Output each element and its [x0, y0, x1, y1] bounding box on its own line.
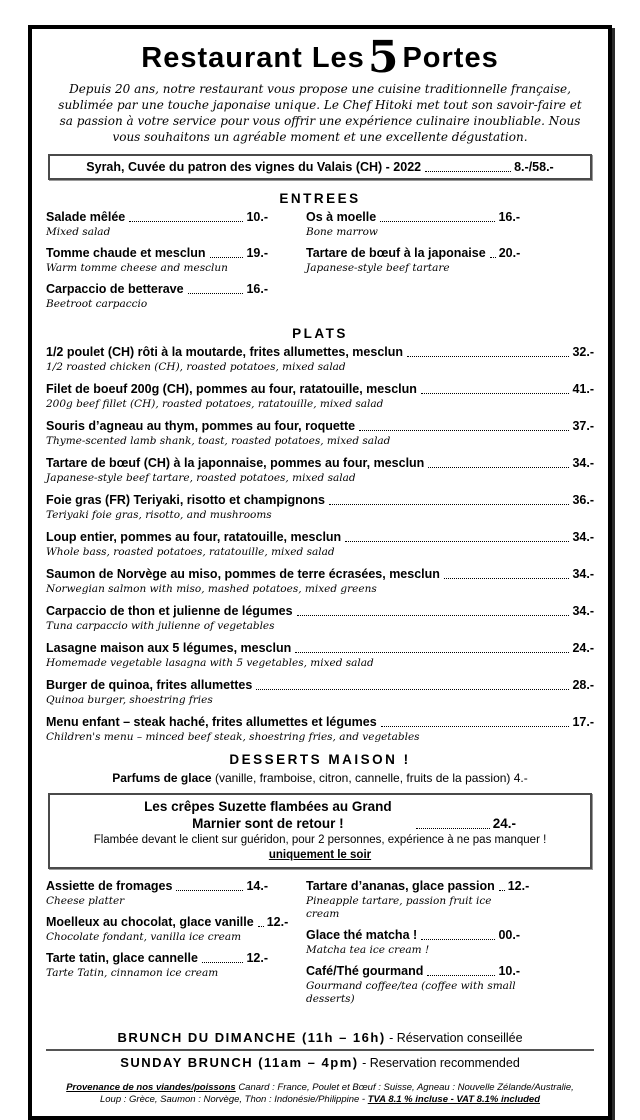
brunch-title-fr: BRUNCH DU DIMANCHE (11h – 16h) — [117, 1030, 386, 1045]
title-pre: Restaurant Les — [141, 42, 365, 74]
menu-item-name: Glace thé matcha ! — [306, 928, 418, 942]
menu-item — [306, 964, 520, 1006]
menu-item — [46, 604, 594, 633]
brunch-note-fr: - Réservation conseillée — [389, 1031, 523, 1045]
menu-item-description: Gourmand coffee/tea (coffee with small desserts) — [306, 980, 516, 1005]
section-heading-desserts: DESSERTS MAISON ! — [229, 752, 411, 767]
menu-item-name: Tartare de bœuf à la japonaise — [306, 246, 486, 260]
leader-dots — [416, 828, 490, 829]
menu-item-description: Norwegian salmon with miso, mashed potatoes, mixed greens — [46, 583, 377, 595]
menu-item — [46, 567, 594, 596]
menu-item-description: 1/2 roasted chicken (CH), roasted potatoes, mixed salad — [46, 361, 346, 373]
menu-item-price: 36.- — [572, 493, 594, 507]
menu-item-price: 32.- — [572, 345, 594, 359]
menu-item-name: Filet de boeuf 200g (CH), pommes au four, ratatouille, mesclun — [46, 382, 417, 396]
menu-item — [306, 210, 520, 239]
entrees-right-column — [306, 210, 520, 318]
footer-line-1 — [66, 1082, 574, 1094]
ice-cream-flavours-line — [46, 771, 594, 786]
menu-item-name: Assiette de fromages — [46, 879, 173, 893]
menu-item-description: Teriyaki foie gras, risotto, and mushrooms — [46, 509, 272, 521]
wine-banner-text: Syrah, Cuvée du patron des vignes du Valais (CH) - 2022 — [86, 160, 422, 174]
menu-item-name: Souris d’agneau au thym, pommes au four, roquette — [46, 419, 356, 433]
menu-item-description: Beetroot carpaccio — [46, 298, 148, 310]
menu-item-price: 24.- — [572, 641, 594, 655]
leader-dots — [295, 652, 569, 653]
leader-dots — [490, 257, 496, 258]
menu-item-description: Pineapple tartare, passion fruit ice cream — [306, 895, 492, 920]
section-heading-plats: PLATS — [292, 326, 348, 341]
menu-item-description: Cheese platter — [46, 895, 125, 907]
brunch-note-en: - Reservation recommended — [362, 1056, 520, 1070]
menu-item-description: Japanese-style beef tartare, roasted potatoes, mixed salad — [46, 472, 356, 484]
leader-dots — [407, 356, 569, 357]
menu-item — [46, 715, 594, 744]
menu-item-name: Café/Thé gourmand — [306, 964, 424, 978]
menu-item-description: Thyme-scented lamb shank, toast, roasted potatoes, mixed salad — [46, 435, 391, 447]
menu-item-price: 19.- — [246, 246, 268, 260]
menu-item-name: Menu enfant – steak haché, frites allumettes et légumes — [46, 715, 377, 729]
menu-item-name: Foie gras (FR) Teriyaki, risotto et champignons — [46, 493, 325, 507]
menu-item-description: Quinoa burger, shoestring fries — [46, 694, 213, 706]
menu-item-price: 16.- — [246, 282, 268, 296]
leader-dots — [444, 578, 570, 579]
leader-dots — [129, 221, 243, 222]
menu-item-price: 34.- — [572, 530, 594, 544]
menu-item-price: 12.- — [507, 879, 530, 893]
divider-line — [46, 1049, 594, 1051]
menu-item-name: 1/2 poulet (CH) rôti à la moutarde, frites allumettes, mesclun — [46, 345, 404, 359]
menu-item — [46, 678, 594, 707]
menu-item-price: 14.- — [246, 879, 268, 893]
leader-dots — [421, 939, 495, 940]
leader-dots — [210, 257, 244, 258]
menu-item — [46, 345, 594, 374]
leader-dots — [428, 467, 569, 468]
intro-paragraph: Depuis 20 ans, notre restaurant vous propose une cuisine traditionnelle française, sublimée par une touche japonaise unique. Le Chef Hitoki met tout son savoir-faire et sa passion à votre service pour vous offrir une expérience culinaire inoubliable. Nous vous souhaitons un agréable moment et une excellente dégustation. — [58, 82, 582, 144]
wine-banner-price: 8.-/58.- — [514, 160, 554, 174]
entrees-columns — [46, 210, 594, 318]
special-offer-note: Flambée devant le client sur guéridon, pour 2 personnes, expérience à ne pas manquer ! — [93, 834, 547, 846]
menu-item-description: Tarte Tatin, cinnamon ice cream — [46, 967, 219, 979]
brunch-title-en: SUNDAY BRUNCH (11am – 4pm) — [120, 1055, 359, 1070]
parfums-list: (vanille, framboise, citron, cannelle, fruits de la passion) 4.- — [214, 771, 528, 785]
brunch-line-en — [46, 1054, 594, 1072]
menu-item-name: Loup entier, pommes au four, ratatouille, mesclun — [46, 530, 342, 544]
provenance-text-1: Canard : France, Poulet et Bœuf : Suisse, Agneau : Nouvelle Zélande/Australie, — [238, 1082, 574, 1093]
menu-item-name: Tartare de bœuf (CH) à la japonnaise, pommes au four, mesclun — [46, 456, 425, 470]
leader-dots — [176, 890, 243, 891]
menu-item — [46, 879, 268, 908]
menu-item — [46, 382, 594, 411]
menu-item-price: 17.- — [572, 715, 594, 729]
leader-dots — [329, 504, 569, 505]
brunch-line-fr — [46, 1029, 594, 1047]
menu-item-description: Mixed salad — [46, 226, 111, 238]
menu-item — [46, 530, 594, 559]
menu-item-name: Carpaccio de thon et julienne de légumes — [46, 604, 293, 618]
menu-item — [46, 641, 594, 670]
menu-item-name: Tomme chaude et mesclun — [46, 246, 206, 260]
menu-item-price: 34.- — [572, 456, 594, 470]
menu-item-price: 37.- — [572, 419, 594, 433]
menu-item-price: 16.- — [498, 210, 520, 224]
menu-item — [46, 282, 268, 311]
leader-dots — [202, 962, 244, 963]
provenance-footer — [66, 1082, 574, 1106]
menu-item — [46, 456, 594, 485]
menu-item — [46, 951, 268, 980]
menu-item-description: Warm tomme cheese and mesclun — [46, 262, 228, 274]
menu-item — [46, 210, 268, 239]
menu-item-price: 34.- — [572, 604, 594, 618]
menu-item-description: Matcha tea ice cream ! — [306, 944, 430, 956]
desserts-left-column — [46, 879, 289, 1013]
menu-item-name: Moelleux au chocolat, glace vanille — [46, 915, 254, 929]
menu-item-name: Tartare d’ananas, glace passion — [306, 879, 495, 893]
special-offer-price: 24.- — [492, 816, 516, 831]
menu-item — [46, 419, 594, 448]
footer-line-2 — [66, 1094, 574, 1106]
menu-item-description: Homemade vegetable lasagna with 5 vegetables, mixed salad — [46, 657, 374, 669]
title-post: Portes — [402, 42, 499, 74]
menu-item-price: 28.- — [572, 678, 594, 692]
menu-item-description: Whole bass, roasted potatoes, ratatouille, mixed salad — [46, 546, 335, 558]
menu-item-description: Children's menu – minced beef steak, shoestring fries, and vegetables — [46, 731, 420, 743]
menu-item — [46, 246, 268, 275]
leader-dots — [425, 171, 511, 172]
menu-item-name: Carpaccio de betterave — [46, 282, 184, 296]
page-title — [46, 32, 594, 83]
leader-dots — [345, 541, 569, 542]
leader-dots — [256, 689, 569, 690]
leader-dots — [188, 293, 244, 294]
provenance-text-2: Loup : Grèce, Saumon : Norvège, Thon : Indonésie/Philippine - — [99, 1094, 366, 1105]
entrees-left-column — [46, 210, 268, 318]
special-offer-box — [48, 793, 592, 869]
title-number-5: 5 — [367, 32, 400, 83]
wine-banner — [48, 154, 592, 180]
provenance-label: Provenance de nos viandes/poissons — [66, 1082, 236, 1093]
menu-item-price: 10.- — [246, 210, 268, 224]
menu-item-price: 12.- — [246, 951, 268, 965]
menu-item-price: 41.- — [572, 382, 594, 396]
menu-item-description: Tuna carpaccio with julienne of vegetables — [46, 620, 275, 632]
menu-item-price: 00.- — [498, 928, 520, 942]
menu-item — [306, 928, 520, 957]
special-offer-evening-only: uniquement le soir — [268, 849, 372, 861]
menu-item-name: Lasagne maison aux 5 légumes, mesclun — [46, 641, 292, 655]
menu-item-description: Bone marrow — [306, 226, 378, 238]
menu-item-price: 34.- — [572, 567, 594, 581]
menu-item-name: Tarte tatin, glace cannelle — [46, 951, 198, 965]
menu-item-description: Japanese-style beef tartare — [306, 262, 450, 274]
menu-item-description: 200g beef fillet (CH), roasted potatoes, ratatouille, mixed salad — [46, 398, 384, 410]
leader-dots — [297, 615, 570, 616]
menu-item — [306, 879, 530, 921]
leader-dots — [258, 926, 264, 927]
desserts-columns — [46, 879, 594, 1013]
menu-item-name: Saumon de Norvège au miso, pommes de terre écrasées, mesclun — [46, 567, 440, 581]
leader-dots — [359, 430, 569, 431]
special-offer-title: Les crêpes Suzette flambées au Grand Marnier sont de retour ! — [144, 799, 392, 831]
leader-dots — [421, 393, 570, 394]
leader-dots — [380, 221, 495, 222]
menu-item-price: 20.- — [498, 246, 521, 260]
menu-item-name: Salade mêlée — [46, 210, 126, 224]
brunch-section — [46, 1029, 594, 1072]
menu-page-frame — [28, 25, 612, 1120]
section-heading-entrees: ENTREES — [279, 191, 361, 206]
menu-item — [46, 915, 289, 944]
menu-item-price: 12.- — [266, 915, 289, 929]
parfums-label: Parfums de glace — [112, 771, 212, 785]
menu-item — [46, 493, 594, 522]
menu-item-name: Os à moelle — [306, 210, 377, 224]
leader-dots — [499, 890, 505, 891]
menu-item-description: Chocolate fondant, vanilla ice cream — [46, 931, 242, 943]
desserts-right-column — [306, 879, 530, 1013]
plats-list — [46, 345, 594, 744]
menu-item-name: Burger de quinoa, frites allumettes — [46, 678, 253, 692]
menu-item-price: 10.- — [498, 964, 520, 978]
menu-item — [306, 246, 520, 275]
leader-dots — [381, 726, 570, 727]
leader-dots — [427, 975, 495, 976]
vat-note: TVA 8.1 % incluse - VAT 8.1% included — [367, 1094, 541, 1105]
